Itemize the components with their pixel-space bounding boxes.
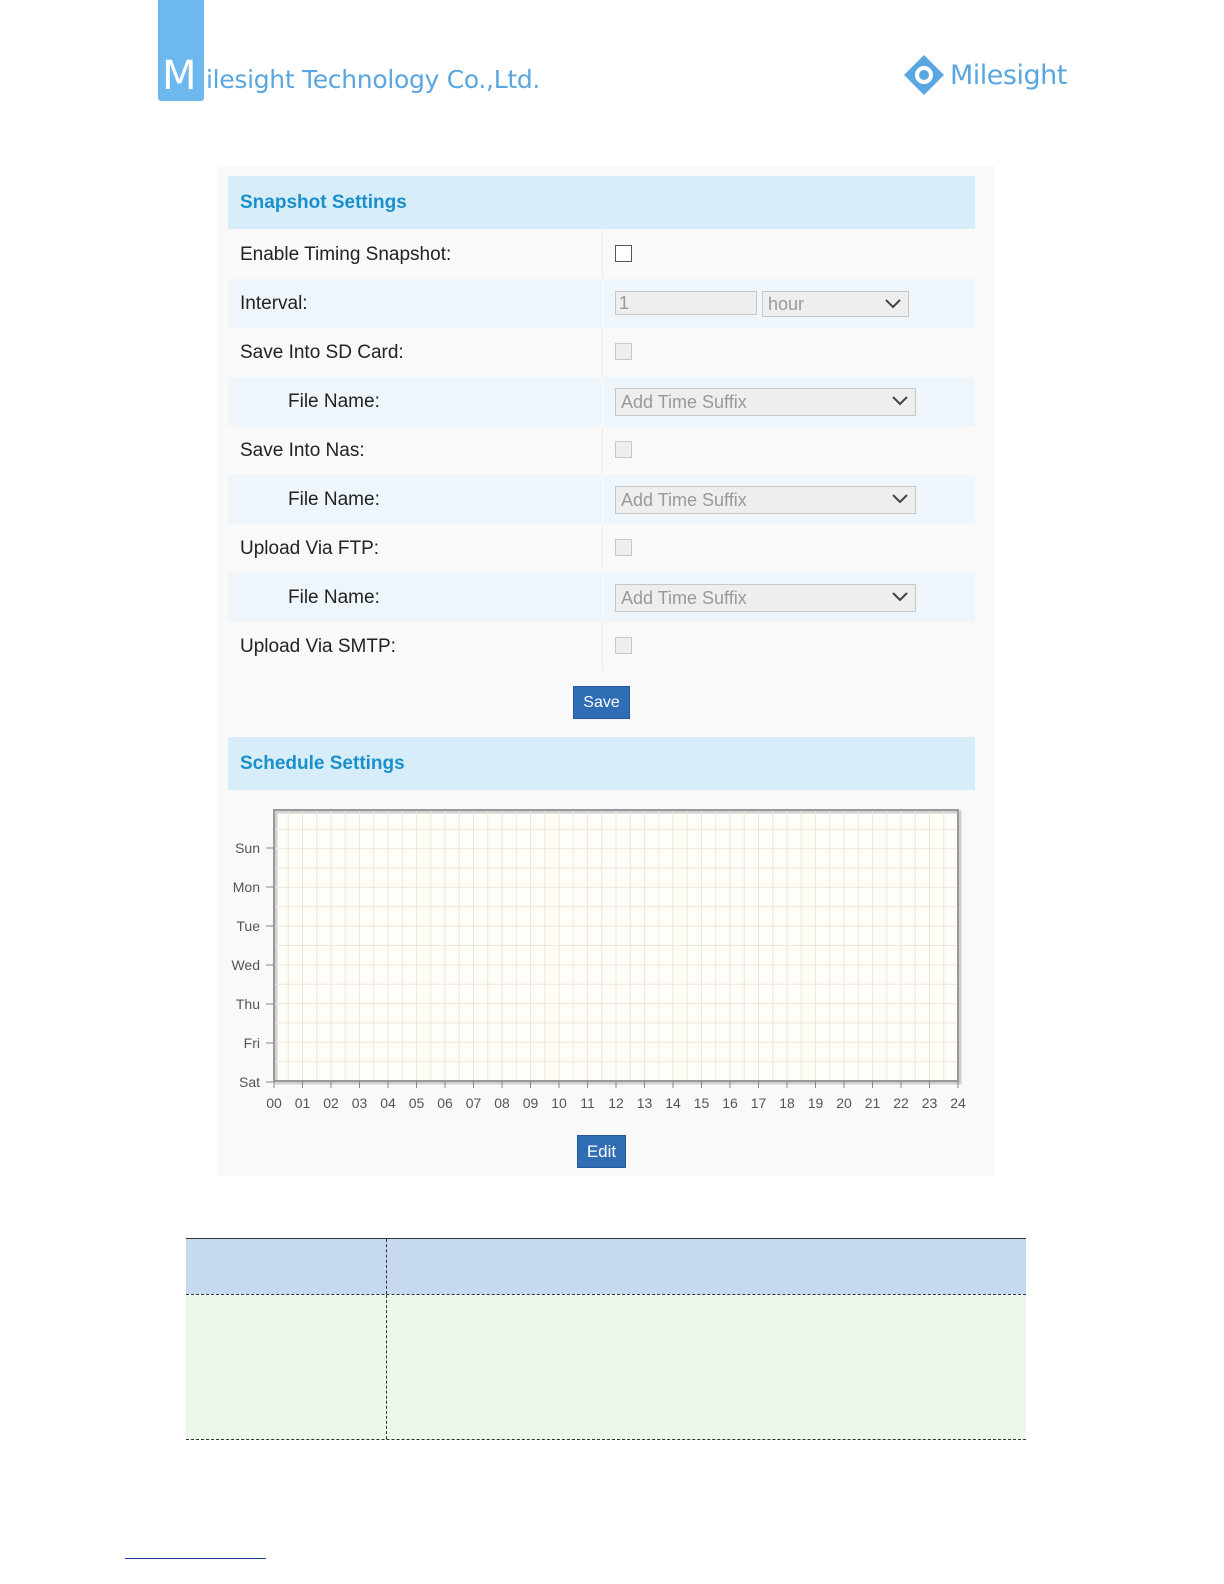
day-label: Fri — [243, 1035, 260, 1051]
row-upload-via-smtp — [228, 622, 975, 671]
hour-label: 14 — [665, 1095, 681, 1111]
hour-label: 17 — [750, 1095, 767, 1111]
day-label: Mon — [232, 879, 260, 895]
save-button[interactable]: Save — [573, 686, 630, 719]
hour-label: 24 — [950, 1095, 966, 1111]
milesight-logo — [902, 52, 1067, 98]
interval-unit-value: hour — [768, 294, 805, 314]
nas-file-name-select[interactable] — [615, 486, 916, 514]
hour-label: 10 — [551, 1095, 567, 1111]
snapshot-settings-form — [228, 230, 975, 671]
snapshot-settings-header: Snapshot Settings — [228, 176, 975, 229]
day-label: Wed — [231, 957, 260, 973]
chevron-down-icon — [891, 493, 909, 505]
enable-timing-snapshot-label: Enable Timing Snapshot: — [240, 244, 452, 265]
sd-file-name-value: Add Time Suffix — [621, 392, 747, 412]
hour-label: 11 — [580, 1095, 595, 1111]
hour-label: 20 — [836, 1095, 852, 1111]
hour-label: 05 — [408, 1095, 425, 1111]
hour-label: 04 — [380, 1095, 396, 1111]
save-into-sd-card-label: Save Into SD Card: — [240, 342, 404, 363]
table-row — [186, 1294, 1026, 1440]
hour-label: 18 — [779, 1095, 795, 1111]
logo-text: Milesight — [950, 59, 1067, 91]
hour-label: 12 — [608, 1095, 624, 1111]
interval-label: Interval: — [240, 293, 308, 314]
hour-label: 13 — [636, 1095, 653, 1111]
day-label: Thu — [235, 996, 260, 1012]
hour-label: 07 — [465, 1095, 482, 1111]
nas-file-name-label: File Name: — [288, 489, 380, 510]
save-into-nas-label: Save Into Nas: — [240, 440, 365, 461]
schedule-settings-header: Schedule Settings — [228, 737, 975, 790]
milesight-diamond-icon — [902, 53, 946, 97]
chevron-down-icon — [884, 298, 902, 310]
row-save-into-sd-card — [228, 328, 975, 377]
hour-label: 00 — [266, 1095, 282, 1111]
chevron-down-icon — [891, 591, 909, 603]
sd-file-name-select[interactable] — [615, 388, 916, 416]
upload-via-ftp-label: Upload Via FTP: — [240, 538, 380, 559]
chevron-down-icon — [891, 395, 909, 407]
day-label: Tue — [236, 918, 260, 934]
brand-initial: M — [162, 53, 197, 99]
table-header-row — [186, 1238, 1026, 1294]
save-into-nas-checkbox[interactable] — [615, 441, 632, 458]
ftp-file-name-label: File Name: — [288, 587, 380, 608]
interval-unit-select[interactable] — [762, 291, 909, 317]
hour-label: 03 — [351, 1095, 368, 1111]
upload-via-ftp-checkbox[interactable] — [615, 539, 632, 556]
edit-button[interactable]: Edit — [577, 1135, 626, 1168]
hour-label: 08 — [494, 1095, 510, 1111]
hour-label: 23 — [921, 1095, 938, 1111]
row-interval — [228, 279, 975, 328]
upload-via-smtp-label: Upload Via SMTP: — [240, 636, 396, 657]
hour-label: 06 — [437, 1095, 453, 1111]
hour-label: 02 — [323, 1095, 339, 1111]
upload-via-smtp-checkbox[interactable] — [615, 637, 632, 654]
row-sd-file-name — [228, 377, 975, 426]
hour-label: 01 — [294, 1095, 311, 1111]
description-table — [186, 1238, 1026, 1440]
hour-label: 21 — [864, 1095, 881, 1111]
ftp-file-name-select[interactable] — [615, 584, 916, 612]
hour-label: 19 — [807, 1095, 824, 1111]
row-enable-timing-snapshot — [228, 230, 975, 279]
row-upload-via-ftp — [228, 524, 975, 573]
column-divider — [386, 1239, 387, 1294]
brand-name: ilesight Technology Co.,Ltd. — [206, 65, 541, 94]
hour-label: 15 — [693, 1095, 710, 1111]
row-nas-file-name — [228, 475, 975, 524]
day-label: Sat — [238, 1074, 260, 1090]
enable-timing-snapshot-checkbox[interactable] — [615, 245, 632, 262]
row-save-into-nas — [228, 426, 975, 475]
settings-panel — [218, 166, 995, 1176]
nas-file-name-value: Add Time Suffix — [621, 490, 747, 510]
row-ftp-file-name — [228, 573, 975, 622]
hour-label: 22 — [893, 1095, 909, 1111]
sd-file-name-label: File Name: — [288, 391, 380, 412]
save-into-sd-card-checkbox[interactable] — [615, 343, 632, 360]
schedule-grid[interactable] — [218, 796, 995, 1126]
interval-input[interactable]: 1 — [615, 291, 757, 315]
hour-label: 09 — [522, 1095, 539, 1111]
ftp-file-name-value: Add Time Suffix — [621, 588, 747, 608]
hour-label: 16 — [722, 1095, 738, 1111]
day-label: Sun — [235, 840, 260, 856]
footer-rule — [125, 1558, 266, 1559]
column-divider — [386, 1295, 387, 1439]
